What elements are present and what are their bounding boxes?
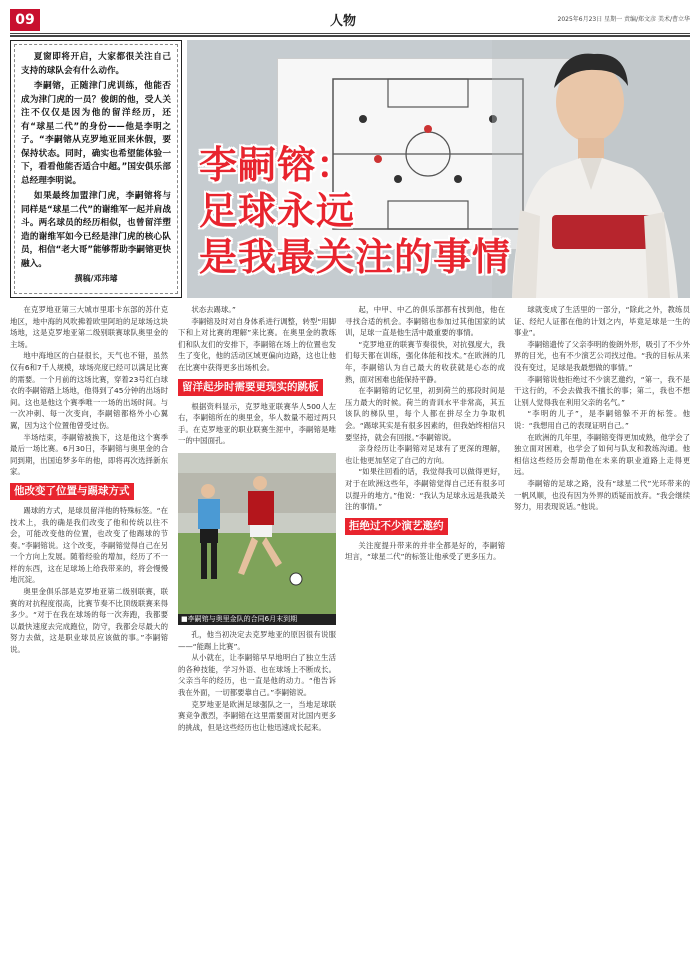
body-paragraph: 李嗣镕及时对自身体系进行调整，转型“用脚下和上对比赛的理解”来比赛。在奥里金的教练们和队友们的安排下，李嗣镕在场上的位置也发生了变化，他的活动区域更偏向边路，这也让他在比赛中获得更多出场机会。 — [178, 316, 336, 372]
match-photo — [178, 453, 336, 625]
header-rule-thick — [10, 35, 690, 37]
body-paragraph: 奥里金俱乐部是克罗地亚第二级别联赛，联赛的对抗程度很高，比赛节奏不比顶级联赛来得多少。“对于在我在球场的每一次奔跑，我都要以最快速度去完成跑位，防守，我都会尽最大的努力去做，这是职业球员应该做的事。”李嗣镕说。 — [10, 587, 168, 655]
body-paragraph: 李嗣镕遗传了父亲李明的俊朗外形，吸引了不少外界的目光，也有不少演艺公司找过他。“我的目标从来没有变过，足球是我最想做的事情。” — [514, 339, 690, 372]
page-number: 09 — [10, 9, 40, 31]
intro-paragraph: 如果最终加盟津门虎，李嗣镕将与同样是“球星二代”的谢维军一起并肩战斗。两名球员的经历相似，也曾留洋塑造的谢维军如今已经是津门虎的核心队员，相信“老大哥”能够帮助李嗣镕更快融入。 — [21, 191, 171, 269]
body-paragraph: 半场结束，李嗣镕被换下，这是他这个赛季最后一场比赛。6月30日，李嗣镕与奥里金的合同到期，出国追梦多年的他，即将再次选择新东家。 — [10, 432, 168, 477]
headline-line-1: 李嗣镕： — [199, 143, 356, 187]
body-paragraph: 在欧洲的几年里，李嗣镕变得更加成熟，他学会了独立面对困难，也学会了如何与队友和教练沟通。他相信这些经历会帮助他在未来的职业道路上走得更远。 — [514, 432, 690, 477]
subhead-stepping-stone: 留洋起步时需要更现实的跳板 — [178, 379, 323, 396]
intro-paragraph: 李嗣镕，正随津门虎训练，他能否成为津门虎的一员？俊朗的他，受人关注不仅仅是因为他的留洋经历，还有“球星二代”的身份——他是李明之子。“李嗣镕从克罗地亚回来休假，要保持状态。同时，确实也希望能体验一下，看看他能否适合中超。”国安俱乐部总经理李明说。 — [21, 81, 171, 186]
body-paragraph: “李明的儿子”，是李嗣镕躲不开的标签。他说：“我想用自己的表现证明自己。” — [514, 409, 690, 430]
headline-line-3: 是我最关注的事情 — [199, 235, 512, 279]
article-column-4 — [514, 304, 690, 964]
issue-meta: 2025年6月23日 星期一 责编/郑文彦 美术/曹立华 — [557, 16, 690, 23]
header-rule — [10, 33, 690, 34]
subhead-position-change: 他改变了位置与踢球方式 — [10, 483, 134, 500]
body-paragraph: 李嗣镕的足球之路，没有“球星二代”光环带来的一帆风顺，也没有因为外界的质疑而放弃。“我会继续努力，用表现说话。”他说。 — [514, 478, 690, 512]
match-photo-image — [178, 453, 336, 625]
body-paragraph: 球就变成了生活里的一部分，“除此之外，教练员证、经纪人证都在他的计划之内，毕竟足球是一生的事业”。 — [514, 305, 690, 338]
subhead-entertainment-offers: 拒绝过不少演艺邀约 — [345, 518, 448, 535]
body-paragraph: 根据资料显示，克罗地亚联赛华人500人左右，李嗣镕所在的奥里金，华人数量不超过两只手。在克罗地亚的职业联赛生涯中，李嗣镕是唯一的中国面孔。 — [178, 401, 336, 446]
body-paragraph: “克罗地亚的联赛节奏很快，对抗强度大，我们每天都在训练，强化体能和技术。”在欧洲的几年，李嗣镕认为自己最大的收获就是心态的成熟，面对困难也能保持平静。 — [345, 339, 505, 384]
body-paragraph: 状态去踢球。” — [191, 305, 236, 314]
headline — [199, 142, 679, 280]
intro-inner — [14, 44, 178, 294]
body-paragraph: 踢球的方式，是球员留洋他的特殊标签。“在技术上，我的确是我们改变了他和传统以往不会，可能改变他的位置，也改变了他踢球的节奏。”李嗣镕说。这个改变，李嗣镕觉得自己在另一个方向上发展。随着经验的增加，经历了不一样的东西，这在足球场上给我带来的，将会慢慢地沉淀。 — [10, 505, 168, 585]
intro-box — [10, 40, 182, 298]
body-paragraph: 孔，他当初决定去克罗地亚的原因很有说服——“能踢上比赛”。 — [178, 629, 336, 651]
intro-paragraph: 夏窗即将开启，大家都很关注自己支持的球队会有什么动作。 — [21, 52, 171, 76]
body-paragraph: “如果往回看的话，我觉得我可以做得更好，对于在欧洲这些年，李嗣镕觉得自己还有很多可以提升的地方。”他说：“我认为足球永远是我最关注的事情。” — [345, 467, 505, 512]
body-paragraph: 亲身经历让李嗣镕对足球有了更深的理解，也让他更加坚定了自己的方向。 — [345, 444, 505, 465]
hero-photo — [187, 40, 690, 298]
body-paragraph: 在李嗣镕的记忆里，初到荷兰的那段时间是压力最大的时候。荷兰的青训水平非常高，其五该队的梯队里，每个人都在拼尽全力争取机会。“踢球其实是有很多因素的，但我始终相信只要坚持，就会有回报。”李嗣镕说。 — [345, 386, 505, 442]
article-column-1 — [10, 304, 168, 964]
body-paragraph: 关注度提升带来的并非全都是好的，李嗣镕坦言，“球星二代”的标签让他承受了更多压力。 — [345, 540, 505, 562]
body-paragraph: 起，中甲、中乙的俱乐部都有找到他，他在寻找合适的机会。李嗣镕也参加过其他国家的试训，足球一直是他生活中最重要的事情。 — [345, 305, 505, 338]
body-paragraph: 地中海地区的白昼很长，天气也不错，虽然仅有6和7千人规模，球场亮度已经可以满足比赛的需要。一个月前的这场比赛，穿着23号红白球衣的李嗣镕踏上场地，他得到了45分钟的出场时间。这也是他这个赛季唯一一场的出场时间。与一次冲刺、每一次变向，李嗣镕都格外小心翼翼，因为这个位置他曾受过伤。 — [10, 351, 168, 430]
body-paragraph: 李嗣镕说他拒绝过不少演艺邀约，“第一，我不是干这行的，不会去做我不擅长的事；第二，我也不想让别人觉得我在利用父亲的名气。” — [514, 374, 690, 407]
article-column-3 — [345, 304, 505, 964]
body-paragraph: 从小就在，让李嗣镕早早地明白了独立生活的各种技能，学习外语、也在球场上不断成长。父亲当年的经历，也一直是他的动力。“他告诉我在外面，一切都要靠自己。”李嗣镕说。 — [178, 653, 336, 697]
body-paragraph: 克罗地亚是欧洲足球强队之一，当地足球联赛竞争激烈，李嗣镕在这里需要面对比国内更多的挑战，但是这些经历也让他迅速成长起来。 — [178, 699, 336, 732]
body-paragraph: 在克罗地亚第三大城市里耶卡东部的苏什克地区，地中海的风吹拂着欧里阿珀的足球场这块场地，这是克罗地亚第二级别联赛球队奥里金的主场。 — [10, 305, 168, 349]
photo-caption: ■李嗣镕与奥里金队的合同6月末到期 — [178, 614, 336, 625]
section-title: 人物 — [330, 14, 357, 29]
intro-text — [21, 51, 171, 271]
article-column-2 — [178, 304, 336, 964]
intro-credit: 撰稿/邓玮璿 — [74, 274, 118, 283]
headline-line-2: 足球永远 — [199, 189, 356, 233]
